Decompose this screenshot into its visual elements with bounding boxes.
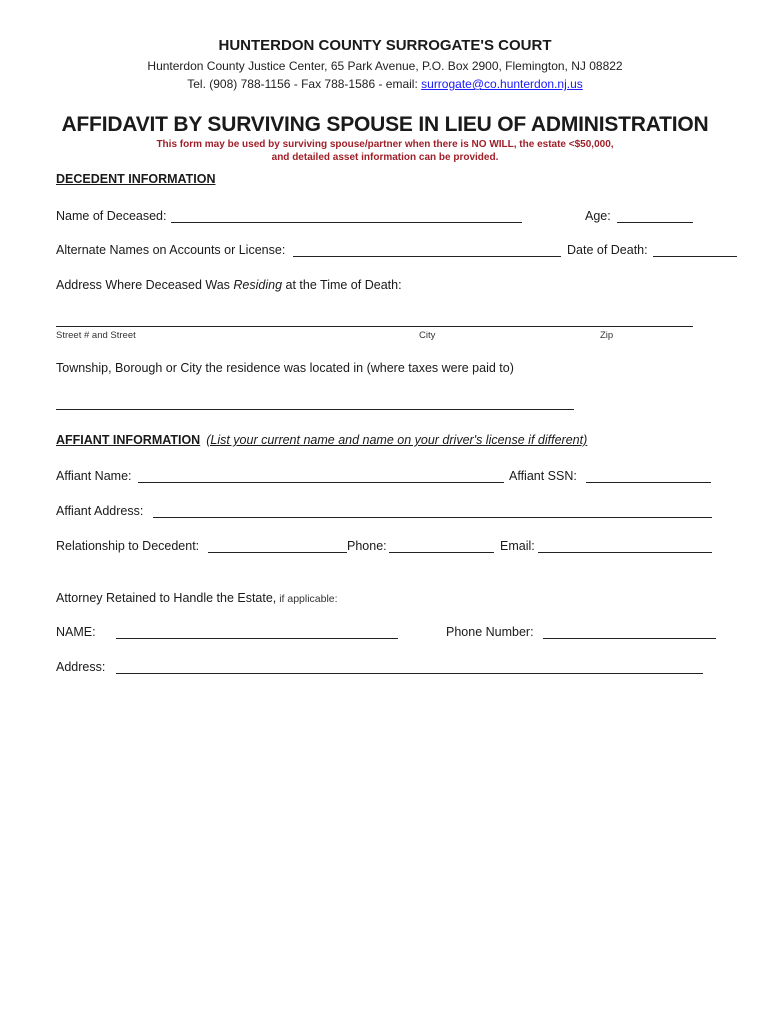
affiant-ssn-label: Affiant SSN: [509, 469, 577, 483]
date-of-death-label: Date of Death: [567, 243, 648, 257]
alternate-names-field[interactable] [293, 256, 561, 257]
relationship-label: Relationship to Decedent: [56, 539, 200, 553]
affiant-address-label: Affiant Address: [56, 504, 144, 518]
decedent-section-heading: DECEDENT INFORMATION [56, 172, 216, 186]
form-title: AFFIDAVIT BY SURVIVING SPOUSE IN LIEU OF ADMINISTRATION [61, 113, 709, 136]
alternate-names-label: Alternate Names on Accounts or License: [56, 243, 286, 257]
attorney-phone-field[interactable] [543, 638, 716, 639]
affiant-address-field[interactable] [153, 517, 712, 518]
affiant-section-heading: AFFIANT INFORMATION (List your current name and name on your driver's license if different) [56, 433, 588, 447]
court-name: HUNTERDON COUNTY SURROGATE'S COURT [218, 37, 552, 54]
deceased-address-label: Address Where Deceased Was Residing at the Time of Death: [56, 278, 402, 292]
affiant-name-field[interactable] [138, 482, 504, 483]
affiant-name-label: Affiant Name: [56, 469, 132, 483]
affiant-heading-note: (List your current name and name on your driver's license if different) [206, 433, 588, 447]
age-label: Age: [585, 209, 611, 223]
date-of-death-field[interactable] [653, 256, 737, 257]
court-contact [0, 77, 770, 91]
deceased-address-field[interactable] [56, 326, 693, 327]
attorney-name-label: NAME: [56, 625, 96, 639]
form-notice-line-2: and detailed asset information can be provided. [271, 152, 499, 163]
affiant-email-field[interactable] [538, 552, 712, 553]
deceased-name-field[interactable] [171, 222, 522, 223]
attorney-name-field[interactable] [116, 638, 398, 639]
court-address: Hunterdon County Justice Center, 65 Park Avenue, P.O. Box 2900, Flemington, NJ 08822 [147, 59, 623, 73]
attorney-intro-label: Attorney Retained to Handle the Estate, if applicable: [56, 591, 338, 605]
age-field[interactable] [617, 222, 693, 223]
street-caption: Street # and Street [56, 330, 136, 341]
email-link[interactable]: surrogate@co.hunterdon.nj.us [421, 77, 583, 91]
affiant-phone-field[interactable] [389, 552, 494, 553]
township-label: Township, Borough or City the residence was located in (where taxes were paid to) [56, 361, 514, 375]
affiant-ssn-field[interactable] [586, 482, 711, 483]
affiant-email-label: Email: [500, 539, 535, 553]
attorney-address-label: Address: [56, 660, 106, 674]
city-caption: City [419, 330, 436, 341]
attorney-phone-label: Phone Number: [446, 625, 534, 639]
affiant-phone-label: Phone: [347, 539, 387, 553]
township-field[interactable] [56, 409, 574, 410]
deceased-name-label: Name of Deceased: [56, 209, 167, 223]
phone-fax-text: Tel. (908) 788-1156 - Fax 788-1586 - email: [187, 77, 422, 91]
form-notice-line-1: This form may be used by surviving spouse/partner when there is NO WILL, the estate <$50,000, [156, 139, 614, 150]
relationship-field[interactable] [208, 552, 347, 553]
attorney-address-field[interactable] [116, 673, 703, 674]
zip-caption: Zip [600, 330, 614, 341]
